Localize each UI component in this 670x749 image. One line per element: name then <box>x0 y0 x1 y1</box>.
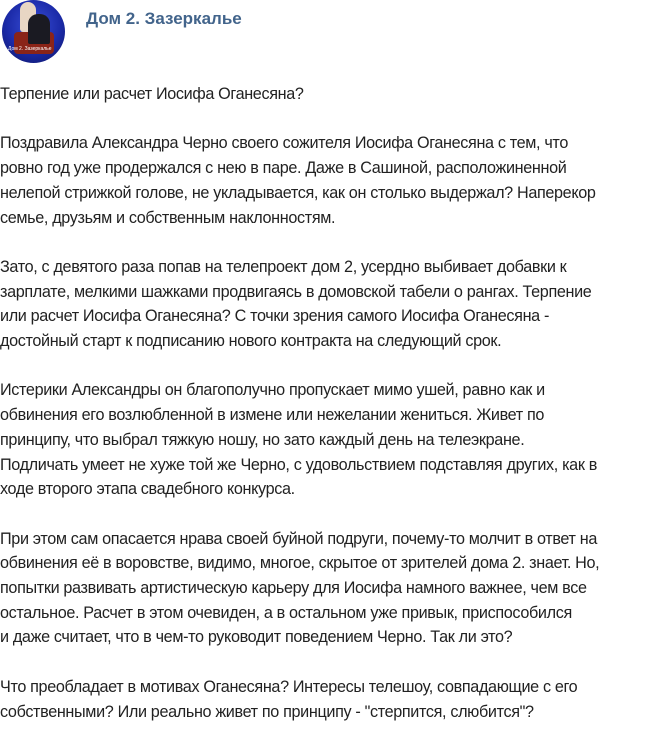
post-header <box>0 0 670 64</box>
post-paragraph <box>0 378 670 502</box>
paragraph-line: семье, друзьям и собственным наклонностям. <box>0 208 336 227</box>
paragraph-line: Поздравила Александра Черно своего сожителя Иосифа Оганесяна с тем, что <box>0 134 568 153</box>
group-name-link[interactable]: Дом 2. Зазеркалье <box>86 9 242 28</box>
group-avatar[interactable] <box>2 0 65 63</box>
post-text <box>0 82 670 749</box>
post-paragraph <box>0 527 670 651</box>
paragraph-line: принципу, что выбрал тяжкую ношу, но зато каждый день на телеэкране. <box>0 430 525 449</box>
post-paragraph <box>0 675 670 724</box>
paragraph-line: Что преобладает в мотивах Оганесяна? Интересы телешоу, совпадающие с его <box>0 677 578 696</box>
paragraph-line: Терпение или расчет Иосифа Оганесяна? <box>0 85 304 103</box>
paragraph-line: Истерики Александры он благополучно пропускает мимо ушей, равно как и <box>0 381 545 400</box>
paragraph-line: ходе второго этапа свадебного конкурса. <box>0 480 295 499</box>
paragraph-line: собственными? Или реально живет по принципу - "стерпится, слюбится"? <box>0 702 534 721</box>
post-paragraph <box>0 131 670 230</box>
paragraph-line: достойный старт к подписанию нового контракта на следующий срок. <box>0 332 502 350</box>
paragraph-line: зарплате, мелкими шажками продвигаясь в домовской табели о рангах. Терпение <box>0 282 592 301</box>
paragraph-line: нелепой стрижкой голове, не укладывается, как он столько выдержал? Наперекор <box>0 183 596 202</box>
paragraph-line: Зато, с девятого раза попав на телепроект дом 2, усердно выбивает добавки к <box>0 257 567 276</box>
paragraph-line: или расчет Иосифа Оганесяна? С точки зрения самого Иосифа Оганесяна - <box>0 307 550 326</box>
paragraph-line: и даже считает, что в чем-то руководит поведением Черно. Так ли это? <box>0 628 513 647</box>
avatar-caption: Дом 2. Зазеркалье <box>8 46 52 52</box>
avatar-figure-man <box>28 14 50 44</box>
paragraph-line: попытки развивать артистическую карьеру для Иосифа намного важнее, чем все <box>0 579 587 597</box>
paragraph-line: При этом сам опасается нрава своей буйной подруги, почему-то молчит в ответ на <box>0 529 597 548</box>
paragraph-line: ровно год уже продержался с нею в паре. Даже в Сашиной, расположиненной <box>0 159 567 178</box>
paragraph-line: обвинения её в воровстве, видимо, многое, скрытое от зрителей дома 2. знает. Но, <box>0 554 600 573</box>
paragraph-line: остальное. Расчет в этом очевиден, а в остальном уже привык, приспособился <box>0 603 572 622</box>
post-paragraph <box>0 82 670 107</box>
paragraph-line: Подличать умеет не хуже той же Черно, с удовольствием подставляя других, как в <box>0 455 597 474</box>
post-paragraph <box>0 255 670 354</box>
paragraph-line: обвинения его возлюбленной в измене или нежелании жениться. Живет по <box>0 406 545 425</box>
